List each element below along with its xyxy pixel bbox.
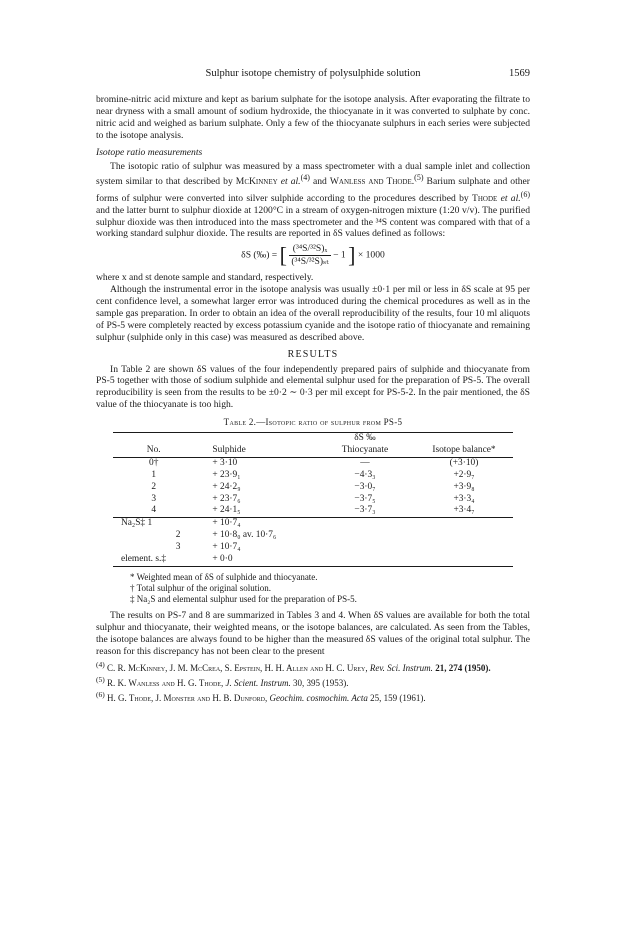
table-group-header: δS ‰ — [354, 433, 376, 444]
table-footnote: * Weighted mean of δS of sulphide and thiocyanate. — [130, 572, 318, 582]
table-row: 1 + 23·9₁ −4·3₃ +2·9₇ — [151, 469, 475, 480]
ref-marker-5: (5) — [414, 173, 424, 183]
equation-numerator: (³⁴S/³²S)ₓ — [289, 243, 330, 256]
ref-marker-4: (4) — [300, 173, 310, 183]
running-header — [96, 68, 530, 82]
col-header-balance: Isotope balance* — [432, 444, 496, 455]
col-header-sulphide: Sulphide — [212, 444, 246, 455]
isotope-ratio-table — [113, 432, 513, 567]
author-mckinney: McKinney — [235, 176, 278, 188]
delta-s-equation: δS (‰) = [ $\frac{\text{(³⁴S/³²S)ₓ}}{\text{(³⁴S/³²S)ₛₜ}}$ − 1 ] × 1000 — [241, 242, 385, 268]
table-row: 3 + 10·7₄ — [175, 542, 241, 553]
table-row: 0† + 3·10 — (+3·10) — [149, 457, 479, 468]
article-body — [96, 94, 530, 704]
table-footnote: † Total sulphur of the original solution. — [130, 583, 271, 593]
paragraph-ps7-ps8: The results on PS-7 and 8 are summarized in Tables 3 and 4. When δS values are available for both the total sulphur and thiocyanate, their weighted means, or the isotope balances, are calculated. As seen from the Tables, the isotope balances are always found to be higher than the measured δS values of the original total sulphur. The reason for this discrepancy has not been clear to the present — [96, 610, 530, 657]
reference-item: $^{(6)}$ H. G. Thode, J. Monster and H. B. Dunford, Geochim. cosmochim. Acta 25, 159 (1961). — [96, 689, 426, 703]
equation-denominator: (³⁴S/³²S)ₛₜ — [291, 256, 329, 268]
table-row: 3 + 23·7₆ −3·7₅ +3·3₄ — [151, 493, 475, 504]
table-row: element. s.‡ + 0·0 — [113, 554, 513, 566]
author-thode: Thode — [471, 192, 498, 204]
paragraph-continuation: bromine-nitric acid mixture and kept as barium sulphate for the isotope analysis. After evaporating the filtrate to near dryness with a small amount of sodium hydroxide, the thiocyanate in it was converted to sulphate by conc. nitric acid and weighed as barium sulphate. Only a few of the thiocyanate sulphurs in each series were subjected to the isotope analysis. — [96, 94, 530, 141]
ref-marker-6: (6) — [520, 189, 530, 199]
sulphide-average: av. 10·7₆ — [242, 530, 277, 541]
table-header-row — [113, 445, 513, 457]
author-wanless-thode: Wanless and Thode. — [329, 176, 415, 188]
table-row: Na₂S‡ 1 + 10·7₄ — [121, 518, 241, 529]
paragraph-reproducibility: Although the instrumental error in the isotope analysis was usually ±0·1 per mil or less in δS scale at 95 per cent confidence level, a somewhat larger error was introduced during the chemical procedures as well as in the sample gas preparation. In order to obtain an idea of the overall reproducibility of the results, four 10 ml aliquots of PS-5 were completely reacted by excess potassium cyanide and the isotope ratio of thiocyanate and remaining sulphur (sulphide only in this case) was measured as described above. — [96, 284, 530, 343]
col-header-thiocyanate: Thiocyanate — [341, 444, 389, 455]
paragraph-definition: where x and st denote sample and standard, respectively. — [96, 272, 314, 284]
table-row: 2 + 24·2₉ −3·0₇ +3·9₈ — [151, 481, 475, 492]
table-row: 2 + 10·8₀ av. 10·7₆ — [175, 530, 277, 541]
results-heading: RESULTS — [287, 348, 339, 360]
reference-item: $^{(4)}$ C. R. McKinney, J. M. McCrea, S. Epstein, H. H. Allen and H. C. Urey, Rev. Sci. Instrum. 21, 274 (1950). — [96, 659, 491, 673]
references — [96, 659, 530, 704]
reference-item: $^{(5)}$ R. K. Wanless and H. G. Thode, J. Scient. Instrum. 30, 395 (1953). — [96, 674, 349, 688]
table-footnote: ‡ Na₂S and elemental sulphur used for the preparation of PS-5. — [130, 594, 357, 604]
table-footnotes — [130, 572, 530, 605]
table-caption: Table 2.—Isotopic ratio of sulphur from PS-5 — [223, 417, 403, 428]
section-subheading: Isotope ratio measurements — [96, 146, 203, 158]
col-header-no: No. — [146, 444, 161, 455]
table-row: 4 + 24·1₅ −3·7₃ +3·4₇ — [113, 505, 513, 517]
page-number: 1569 — [509, 68, 530, 79]
paragraph-results: In Table 2 are shown δS values of the four independently prepared pairs of sulphide and thiocyanate from PS-5 together with those of sodium sulphide and elemental sulphur used for the preparation of PS-5. The overall reproducibility is seen from the results to be ±0·2 ∼ 0·3 per mil except for PS-5-2. In the pair mentioned, the δS value of the thiocyanate is too high. — [96, 363, 530, 411]
paragraph-isotope-method: The isotopic ratio of sulphur was measured by a mass spectrometer with a dual sample inlet and collection system similar to that described by McKinney et al.$^{(4)}$ and Wanless and Thode.$^{(5)}$ Barium sulphate and other forms of sulphur were converted into silver sulphide according to the procedures described by Thode et al.$^{(6)}$ and the latter burnt to sulphur dioxide at 1200°C in a stream of oxygen-nitrogen mixture (1:20 v/v). The purified sulphur dioxide was then introduced into the mass spectrometer and the ³⁴S content was compared with that of a working standard sulphur dioxide. The results are reported in δS values defined as follows: — [96, 160, 531, 240]
running-title: Sulphur isotope chemistry of polysulphide solution — [205, 68, 421, 79]
